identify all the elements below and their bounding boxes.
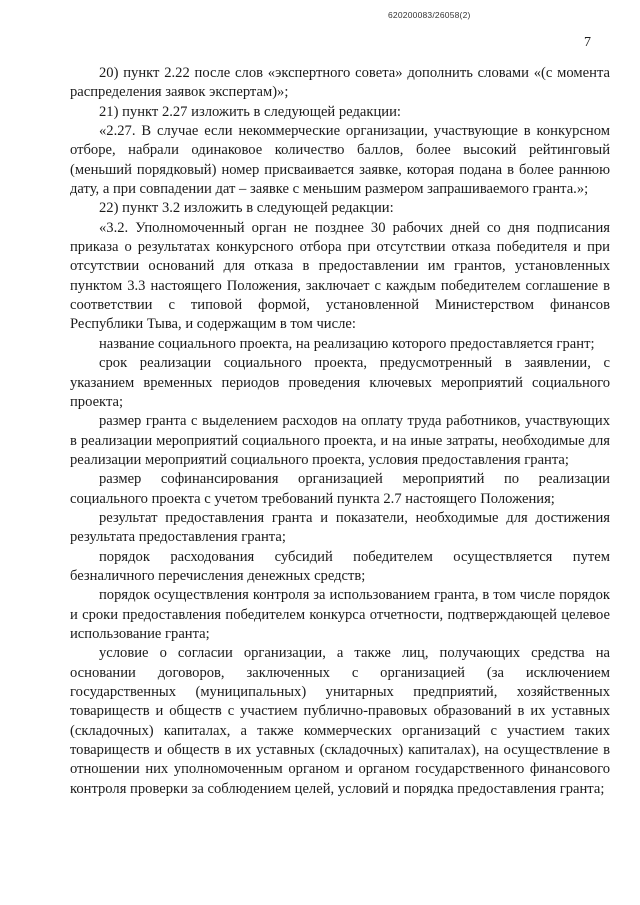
document-id: 620200083/26058(2) [388,10,471,20]
list-item-control-procedure: порядок осуществления контроля за использованием гранта, в том числе порядок и сроки предоставления победителем конкурса отчетности, подтверждающей целевое использование гранта; [70,587,610,642]
paragraph-item-22: 22) пункт 3.2 изложить в следующей редакции: [99,200,394,217]
list-item-project-term: срок реализации социального проекта, предусмотренный в заявлении, с указанием временных периодов проведения ключевых мероприятий социального проекта; [70,355,610,410]
paragraph-quote-2-27: «2.27. В случае если некоммерческие организации, участвующие в конкурсном отборе, набрали одинаковое количество баллов, более высокий рейтинговый (меньший порядковый) номер присваивается заявке, которая подана в более раннюю дату, а при совпадении дат – заявке с меньшим размером запрашиваемого гранта.»; [70,123,610,198]
list-item-grant-result: результат предоставления гранта и показатели, необходимые для достижения результата предоставления гранта; [70,509,610,546]
list-item-grant-size: размер гранта с выделением расходов на оплату труда работников, участвующих в реализации мероприятий социального проекта, и на иные затраты, необходимые для реализации мероприятий социального проекта, условия предоставления гранта; [70,413,610,468]
list-item-project-name: название социального проекта, на реализацию которого предоставляется грант; [99,335,595,352]
paragraph-item-20: 20) пункт 2.22 после слов «экспертного совета» дополнить словами «(с момента распределения заявок экспертам)»; [70,65,610,101]
list-item-cofinancing: размер софинансирования организацией мероприятий по реализации социального проекта с учетом требований пункта 2.7 настоящего Положения; [70,471,610,507]
list-item-spending-procedure: порядок расходования субсидий победителем осуществляется путем безналичного перечисления денежных средств; [70,548,610,584]
page-number: 7 [584,35,591,50]
paragraph-quote-3-2: «3.2. Уполномоченный орган не позднее 30 рабочих дней со дня подписания приказа о результатах конкурсного отбора при отсутствии отказа победителя и при отсутствии оснований для отказа в предоставлении им грантов, установленных пунктом 3.3 настоящего Положения, заключает с каждым победителем соглашение в соответствии с типовой формой, установленной Министерством финансов Республики Тыва, и содержащим в том числе: [70,219,610,333]
document-body [70,64,610,799]
paragraph-item-21: 21) пункт 2.27 изложить в следующей редакции: [99,103,401,120]
list-item-consent-condition: условие о согласии организации, а также лиц, получающих средства на основании договоров, заключенных с организацией (за исключением государственных (муниципальных) унитарных предприятий, хозяйственных товариществ и обществ с участием публично-правовых образований в их уставных (складочных) капиталах, а также коммерческих организаций с участием таких товариществ и обществ в их уставных (складочных) капиталах), на осуществление в отношении них уполномоченным органом и органом государственного финансового контроля проверки за соблюдением целей, условий и порядка предоставления гранта; [70,645,610,797]
